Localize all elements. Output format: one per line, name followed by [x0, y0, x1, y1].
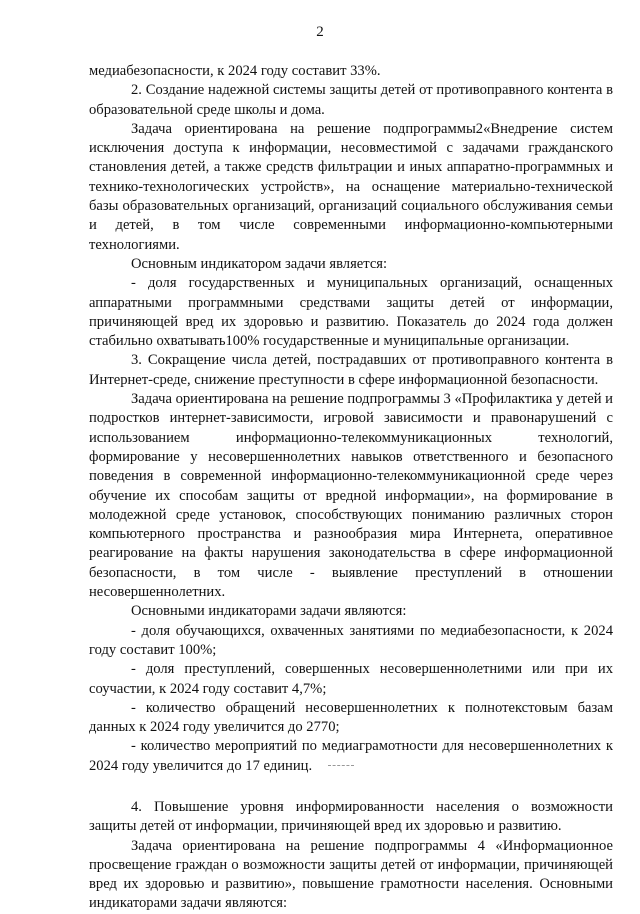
- document-body: [89, 62, 613, 914]
- page-number: 2: [316, 24, 324, 40]
- paragraph: Задача ориентирована на решение подпрограммы 3 «Профилактика у детей и подростков интернет-зависимости, игровой зависимости и правонарушений с использованием информационно-телекоммуникационных технологий, формирование у несовершеннолетних навыков ответственного и безопасного поведения в современной информационно-телекоммуникационной среде через обучение их способам защиты от вредной информации», на формирование в молодежной среде установок, способствующих пониманию различных сторон компьютерного пространства и разнообразия мира Интернета, оперативное реагирование на факты нарушения законодательства в сфере информационной безопасности, в том числе - выявление преступлений в отношении несовершеннолетних.: [89, 391, 613, 601]
- section-gap: [89, 776, 613, 798]
- pen-mark: [328, 765, 354, 768]
- paragraph: Основным индикатором задачи является:: [131, 255, 388, 272]
- section-heading: 3. Сокращение числа детей, пострадавших от противоправного контента в Интернет-среде, снижение преступности в сфере информационной безопасности.: [89, 352, 613, 388]
- indicator-item: - количество обращений несовершеннолетних к полнотекстовым базам данных к 2024 году увеличится до 2770;: [89, 699, 613, 736]
- paragraph: медиабезопасности, к 2024 году составит 33%.: [89, 63, 381, 79]
- paragraph: Задача ориентирована на решение подпрограммы 4 «Информационное просвещение граждан о возможности защиты детей от информации, причиняющей вред их здоровью и развитию», повышение грамотности населения. Основными индикаторами задачи являются:: [89, 837, 613, 912]
- indicator-item: - доля обучающихся, охваченных занятиями по медиабезопасности, к 2024 году составит 100%;: [89, 622, 613, 658]
- section-heading: 2. Создание надежной системы защиты детей от противоправного контента в образовательной среде школы и дома.: [89, 82, 613, 118]
- section-heading: 4. Повышение уровня информированности населения о возможности защиты детей от информации, причиняющей вред их здоровью и развитию.: [89, 798, 613, 835]
- paragraph: Задача ориентирована на решение подпрограммы2«Внедрение систем исключения доступа к информации, несовместимой с задачами гражданского становления детей, а также средств фильтрации и иных аппаратно-программных и технико-технологических устройств», на оснащение материально-технической базы образовательных организаций, организаций социального обслуживания семьи и детей, в том числе современными информационно-компьютерными технологиями.: [89, 120, 613, 253]
- indicator-item: - доля государственных и муниципальных организаций, оснащенных аппаратными программными средствами защиты детей от информации, причиняющей вред их здоровью и развитию. Показатель до 2024 года должен стабильно охватывать100% государственные и муниципальные организации.: [89, 275, 613, 350]
- indicator-item: - доля преступлений, совершенных несовершеннолетними или при их соучастии, к 2024 году составит 4,7%;: [89, 661, 613, 697]
- indicator-item-text: - количество мероприятий по медиаграмотности для несовершеннолетних к 2024 году увеличится до 17 единиц.: [89, 738, 613, 774]
- paragraph: Основными индикаторами задачи являются:: [131, 603, 407, 620]
- indicator-item: [89, 737, 613, 776]
